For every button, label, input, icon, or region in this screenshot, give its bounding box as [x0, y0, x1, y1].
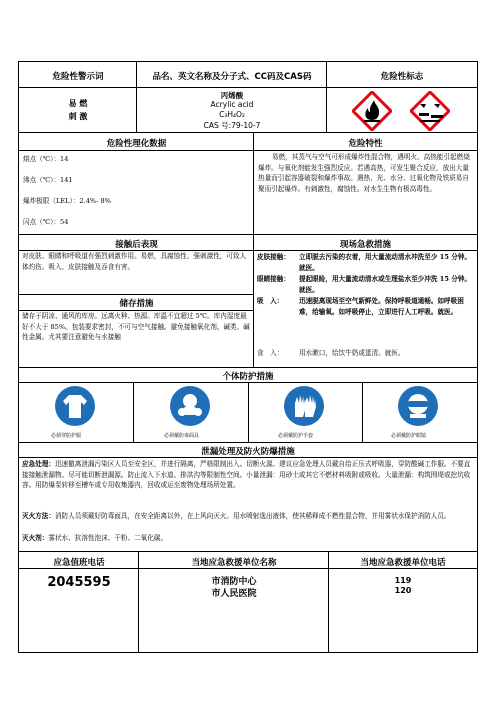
- leak-extinguisher-text: 雾状水、抗溶性泡沫、干粉、二氧化碳。: [48, 534, 168, 542]
- ppe-label-gloves: 必须戴防护手套: [278, 433, 314, 439]
- ppe-label-goggles: 必须戴防护眼镜: [391, 433, 427, 439]
- leak-fire-method-text: 消防人员须戴好防毒面具，在安全距离以外，在上风向灭火。用水喷射逸出液体，使其稀释成不燃性混合物，并用雾状水保护消防人员。: [54, 512, 451, 520]
- leak-emergency: [22, 459, 474, 491]
- cas-number: CAS 号:79-10-7: [203, 121, 261, 130]
- flash-point: 闪点（℃）：54: [23, 218, 69, 226]
- contact-title: 接触后表现: [115, 240, 158, 250]
- melting-point: 熔点（℃）：14: [23, 155, 69, 163]
- boiling-point: 沸点（℃）：141: [23, 176, 73, 184]
- firstaid-eye-text: 提起眼睑，用大量流动清水或生理盐水至少冲洗 15 分钟。就医。: [299, 275, 472, 294]
- leak-extinguisher-label: 灭火剂：: [22, 534, 49, 542]
- storage-text: 储存于阴凉、通风的库房。远离火种、热源。库温不宜超过 5℃。库内湿度最好不大于 85%。包装要求密封，不可与空气接触。避免接触氧化剂、碱类、碱性金属。尤其要注意避免与水接触: [22, 312, 250, 341]
- ppe-label-clothing: 必须穿防护服: [51, 433, 82, 439]
- ppe-icons-row: [19, 383, 477, 443]
- hazard-text: 易燃，其蒸气与空气可形成爆炸性混合物，遇明火、高热能引起燃烧爆炸。与氧化剂能发生强烈反应。若遇高热，可发生聚合反应，放出大量热量而引起容器破裂和爆炸事故。遇热、光、水分、过氧化物及铁质易自聚而引起爆炸。有刺激性，腐蚀性。对水生生物有极高毒性。: [258, 153, 470, 193]
- name-en: Acrylic acid: [210, 100, 254, 109]
- rescue-unit-2: 市人民医院: [211, 589, 257, 599]
- physchem-content-row: [19, 151, 477, 235]
- leak-content-row: [19, 458, 477, 552]
- footer-h2: 当地应急救援单位名称: [191, 558, 277, 568]
- leak-title: 泄漏处理及防火防爆措施: [201, 447, 295, 457]
- leak-emergency-text: 迅速撤离泄漏污染区人员至安全区，并进行隔离，严格限制出入。切断火源。建议应急处理人员戴自给正压式呼吸器，穿防酸碱工作服。不要直接接触泄漏物。尽可能切断泄漏源。防止流入下水道、排洪沟等限制性空间。小量泄漏：用砂土或其它不燃材料吸附或吸收。大量泄漏：构筑围堤或挖坑收容。用防爆泵转移至槽车或专用收集器内，回收或运至废物处理场所处置。: [22, 460, 471, 489]
- header-col2: 品名、英文名称及分子式、CC码及CAS码: [152, 72, 312, 82]
- warning-word-2: 刺 激: [68, 112, 88, 121]
- leak-fire-method-label: 灭火方法：: [22, 512, 55, 520]
- footer-values-row: [19, 569, 477, 652]
- firstaid-skin-label: 皮肤接触：: [257, 253, 290, 261]
- protective-gloves-icon: [283, 385, 325, 427]
- physchem-title-row: [19, 133, 477, 151]
- header-col3: 危险性标志: [380, 72, 424, 82]
- rescue-unit-1: 市消防中心: [211, 577, 257, 587]
- contact-text: 对皮肤、眼睛和呼吸道有强烈刺激作用。易燃，具腐蚀性、强刺激性，可致人体灼伤。吸入、皮肤接触及吞食有害。: [22, 252, 247, 271]
- name-cn: 丙烯酸: [220, 91, 244, 100]
- firstaid-eye-label: 眼睛接触：: [257, 275, 290, 283]
- duty-phone: 2045595: [47, 575, 111, 590]
- firstaid-inhale-label: 吸 入：: [257, 297, 284, 305]
- footer-h3: 当地应急救援单位电话: [360, 558, 446, 568]
- ppe-title: 个体防护措施: [222, 372, 274, 382]
- firstaid-ingest-text: 用水漱口，给饮牛奶或蛋清。就医。: [299, 349, 405, 357]
- gas-mask-icon: [169, 385, 211, 427]
- ppe-label-mask: 必须戴防毒面具: [164, 433, 200, 439]
- rescue-tel-1: 119: [394, 576, 412, 585]
- formula: C₃H₄O₂: [219, 110, 245, 119]
- header-col1: 危险性警示词: [52, 72, 104, 82]
- firstaid-skin-text: 立即脱去污染的衣着，用大量流动清水冲洗至少 15 分钟。就医。: [299, 253, 472, 272]
- protective-clothing-icon: [54, 385, 96, 427]
- footer-header-row: [19, 552, 477, 569]
- leak-fire-method: [22, 511, 474, 522]
- flammable-pictogram-icon: [352, 91, 392, 131]
- firstaid-title: 现场急救措施: [339, 240, 391, 250]
- firstaid-inhale-text: 迅速脱离现场至空气新鲜处。保持呼吸道通畅。如呼吸困难，给输氧。如呼吸停止，立即进行人工呼吸。就医。: [299, 297, 464, 316]
- identity-row: [19, 88, 477, 133]
- explosion-limit: 爆炸极限（LEL）：2.4%- 8%: [23, 197, 111, 205]
- warning-word-1: 易 燃: [68, 99, 88, 108]
- firstaid-ingest-label: 食 入：: [257, 349, 284, 357]
- leak-title-row: [19, 443, 477, 458]
- ppe-title-row: [19, 368, 477, 383]
- hazard-title: 危险特性: [348, 139, 383, 149]
- footer-h1: 应急值班电话: [53, 558, 105, 568]
- safety-goggles-icon: [397, 385, 439, 427]
- physchem-title: 危险性理化数据: [106, 139, 167, 149]
- storage-title: 储存措施: [119, 299, 154, 309]
- contact-firstaid-row: [19, 251, 477, 368]
- leak-extinguisher: [22, 533, 474, 544]
- rescue-tel-2: 120: [394, 586, 412, 595]
- leak-emergency-label: 应急处理：: [22, 460, 55, 468]
- header-row: [19, 62, 477, 88]
- corrosive-pictogram-icon: [410, 91, 450, 131]
- contact-title-row: [19, 235, 477, 251]
- hazard-card: [18, 61, 478, 653]
